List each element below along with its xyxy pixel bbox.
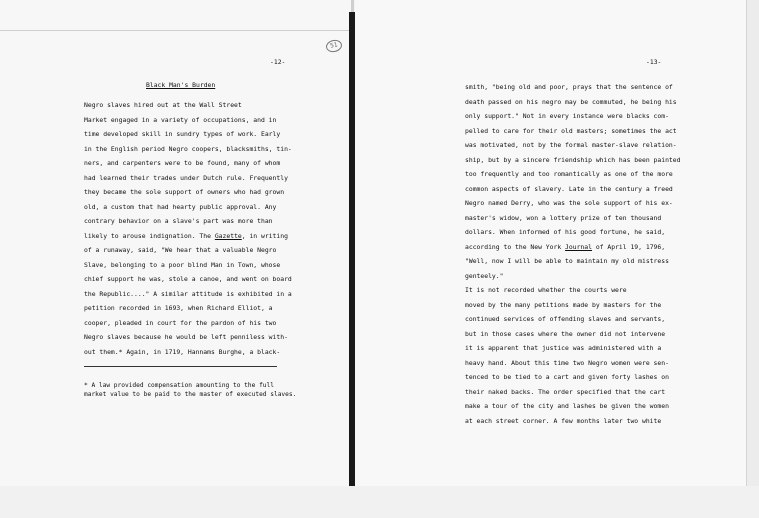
text-line: old, a custom that had hearty public approval. Any — [84, 202, 277, 211]
text-line: smith, "being old and poor, prays that the sentence of — [465, 83, 673, 91]
text-line: master's widow, won a lottery prize of ten thousand — [465, 213, 662, 222]
footnote-line: market value to be paid to the master of executed slaves. — [84, 391, 297, 398]
text-line: time developed skill in sundry types of work. Early — [84, 130, 281, 138]
text-line: had learned their trades under Dutch rule. Frequently — [84, 173, 288, 182]
text-line: continued services of offending slaves and servants, — [465, 315, 666, 323]
text-line: common aspects of slavery. Late in the century a freed — [465, 184, 673, 193]
text-line: Negro slaves hired out at the Wall Street — [84, 101, 242, 109]
text-line: death passed on his negro may be commuted, he being his — [465, 97, 677, 106]
text-line: but in those cases where the owner did not intervene — [465, 329, 666, 338]
right-page — [355, 0, 746, 486]
text-line: pelled to care for their old masters; sometimes the act — [465, 126, 677, 135]
text-line: ners, and carpenters were to be found, many of whom — [84, 159, 281, 167]
text-line: chief support he was, stole a canoe, and went on board — [84, 275, 292, 283]
underlined-title: Journal — [565, 242, 592, 251]
left-page — [0, 0, 351, 486]
right-body-text — [465, 80, 680, 428]
text-line: It is not recorded whether the courts were — [465, 286, 627, 294]
page-number-left: -12- — [270, 58, 286, 66]
scan-right-edge — [746, 0, 759, 518]
text-line: make a tour of the city and lashes be given the women — [465, 402, 669, 410]
text-line: moved by the many petitions made by masters for the — [465, 300, 662, 309]
text-line: too frequently and too romantically as one of the more — [465, 170, 673, 178]
text-line: according to the New York Journal of April 19, 1796, — [465, 242, 666, 251]
footnote-separator — [84, 366, 277, 367]
top-edge-rule — [0, 30, 351, 31]
text-line: tenced to be tied to a cart and given forty lashes on — [465, 373, 669, 381]
footnote — [84, 381, 296, 399]
text-line: petition recorded in 1693, when Richard Elliot, a — [84, 304, 273, 312]
text-line: the Republic...." A similar attitude is exhibited in a — [84, 289, 292, 298]
text-line: likely to arouse indignation. The Gazette, in writing — [84, 231, 288, 240]
text-line: Market engaged in a variety of occupations, and in — [84, 115, 277, 124]
archive-stamp: 51 — [325, 38, 343, 53]
left-body-text — [84, 98, 292, 359]
text-line: of a runaway, said, "We hear that a valuable Negro — [84, 246, 277, 254]
text-line: in the English period Negro coopers, blacksmiths, tin- — [84, 144, 292, 153]
text-line: out them.* Again, in 1719, Hannams Burghe, a black- — [84, 347, 281, 356]
text-line: Slave, belonging to a poor blind Man in Town, whose — [84, 260, 281, 269]
text-line: cooper, pleaded in court for the pardon of his two — [84, 318, 277, 327]
text-line: at each street corner. A few months later two white — [465, 416, 662, 425]
text-line: they became the sole support of owners who had grown — [84, 188, 285, 196]
chapter-title: Black Man's Burden — [146, 81, 216, 89]
text-line: it is apparent that justice was administered with a — [465, 344, 662, 352]
text-line: heavy hand. About this time two Negro women were sen- — [465, 358, 669, 367]
underlined-title: Gazette — [214, 231, 242, 240]
text-line: contrary behavior on a slave's part was more than — [84, 217, 273, 225]
text-line: only support." Not in every instance were blacks com- — [465, 112, 669, 120]
text-line: dollars. When informed of his good fortune, he said, — [465, 228, 666, 236]
text-line: Negro slaves because he would be left penniless with- — [84, 333, 288, 341]
text-line: Negro named Derry, who was the sole support of his ex- — [465, 199, 673, 207]
text-line: genteely." — [465, 271, 504, 280]
page-number-right: -13- — [646, 58, 662, 66]
text-line: their naked backs. The order specified that the cart — [465, 387, 666, 396]
text-line: ship, but by a sincere friendship which has been painted — [465, 155, 681, 164]
scan-bottom-margin — [0, 486, 759, 518]
text-line: "Well, now I will be able to maintain my old mistress — [465, 257, 669, 265]
text-line: was motivated, not by the formal master-slave relation- — [465, 141, 677, 149]
footnote-line: * A law provided compensation amounting to the full — [84, 382, 274, 389]
